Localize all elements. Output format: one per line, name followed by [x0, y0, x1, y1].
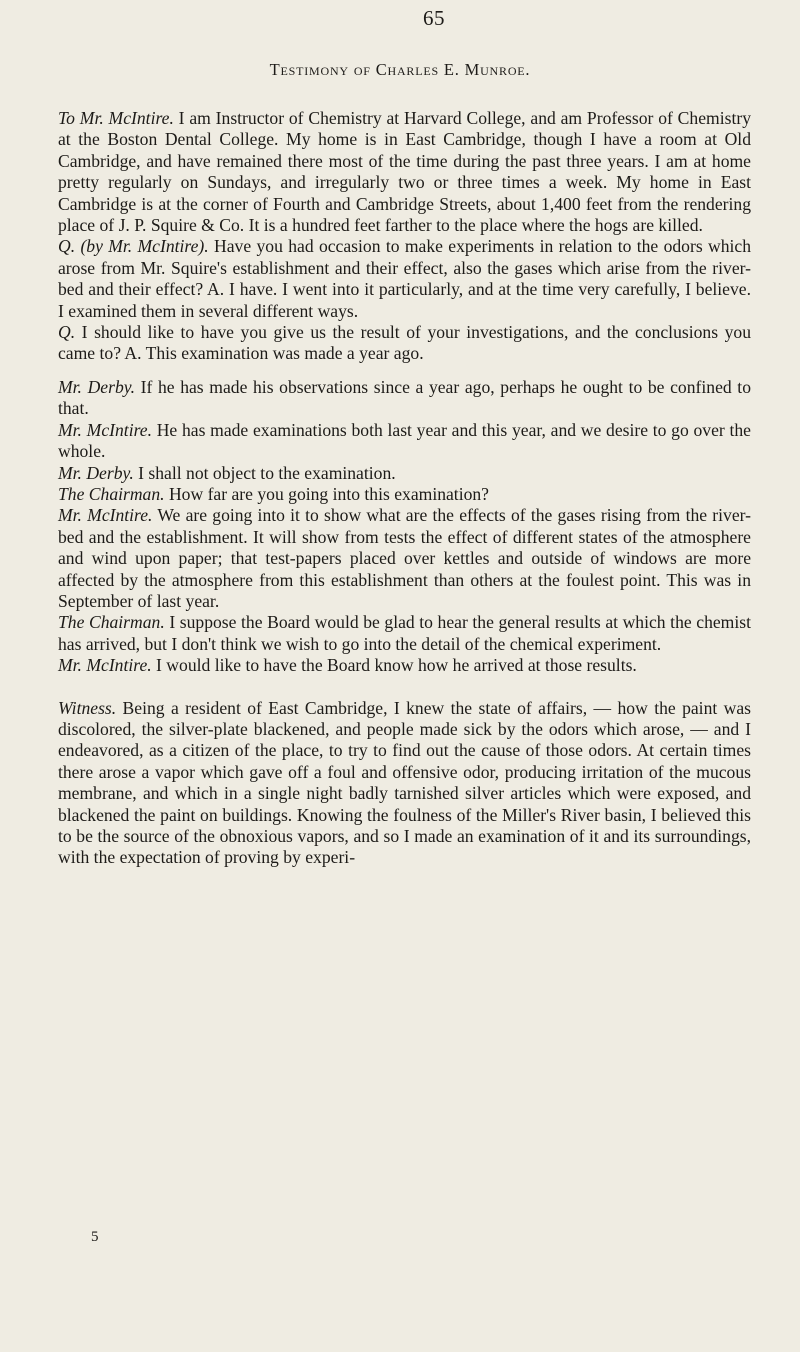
speaker: Q. (by Mr. McIntire).	[58, 236, 209, 257]
signature-mark: 5	[91, 1229, 99, 1245]
paragraph-text: I would like to have the Board know how he arrived at those results.	[151, 655, 637, 676]
paragraph	[58, 420, 751, 463]
paragraph	[58, 108, 751, 236]
paragraph	[58, 698, 751, 869]
paragraph-text: We are going into it to show what are the effects of the gases rising from the river-bed and the establishment. It will show from tests the effect of different states of the atmosphere and wind upon paper; that test-papers placed over kettles and outside of windows are more affected by the atmosphere from this establishment than others at the foulest point. This was in September of last year.	[58, 505, 751, 611]
testimony-body	[58, 108, 751, 869]
paragraph	[58, 463, 751, 484]
paragraph	[58, 655, 751, 676]
paragraph-text: I suppose the Board would be glad to hear the general results at which the chemist has arrived, but I don't think we wish to go into the detail of the chemical experiment.	[58, 612, 751, 654]
paragraph-text: Being a resident of East Cambridge, I knew the state of affairs, — how the paint was discolored, the silver-plate blackened, and people made sick by the odors which arose, — and I endeavored, as a citizen of the place, to try to find out the cause of those odors. At certain times there arose a vapor which gave off a foul and offensive odor, producing irritation of the mucous membrane, and which in a single night badly tarnished silver articles which were exposed, and blackened the paint on buildings. Knowing the foulness of the Miller's River basin, I believed this to be the source of the obnoxious vapors, and so I made an examination of it and its surroundings, with the expectation of proving by experi-	[58, 697, 751, 868]
paragraph-text: Have you had occasion to make experiments in relation to the odors which arose from Mr. Squire's establishment and their effect, also the gases which arise from the river-bed and their effect? A. I have. I went into it particularly, and at the time very carefully, I believe. I examined them in several different ways.	[58, 236, 751, 321]
page-number: 65	[423, 6, 445, 30]
paragraph	[58, 322, 751, 365]
paragraph	[58, 484, 751, 505]
paragraph	[58, 505, 751, 612]
speaker: Mr. Derby.	[58, 376, 135, 397]
paragraph-text: I shall not object to the examination.	[133, 462, 396, 483]
paragraph	[58, 236, 751, 322]
paragraph	[58, 612, 751, 655]
speaker: Mr. McIntire.	[58, 505, 153, 526]
speaker: The Chairman.	[58, 483, 165, 504]
speaker: Mr. McIntire.	[58, 419, 152, 440]
speaker: Q.	[58, 322, 76, 343]
paragraph-text: He has made examinations both last year and this year, and we desire to go over the whole.	[58, 419, 751, 462]
speaker: The Chairman.	[58, 612, 165, 633]
speaker: Mr. McIntire.	[58, 655, 152, 676]
speaker: Witness.	[58, 697, 117, 718]
speaker: To Mr. McIntire.	[58, 108, 174, 128]
page-title: Testimony of Charles E. Munroe.	[269, 60, 531, 79]
paragraph-text: How far are you going into this examination?	[164, 483, 489, 504]
paragraph	[58, 377, 751, 420]
paragraph-text: I should like to have you give us the result of your investigations, and the conclusions you came to? A. This examination was made a year ago.	[58, 322, 751, 364]
paragraph-text: If he has made his observations since a year ago, perhaps he ought to be confined to that.	[58, 376, 751, 419]
paragraph-text: I am Instructor of Chemistry at Harvard College, and am Professor of Chemistry at the Boston Dental College. My home is in East Cambridge, though I have a room at Old Cambridge, and have remained there most of the time during the past three years. I am at home pretty regularly on Sundays, and irregularly two or three times a week. My home in East Cambridge is at the corner of Fourth and Cambridge Streets, about 1,400 feet from the rendering place of J. P. Squire & Co. It is a hundred feet farther to the place where the hogs are killed.	[58, 108, 751, 236]
speaker: Mr. Derby.	[58, 462, 134, 483]
